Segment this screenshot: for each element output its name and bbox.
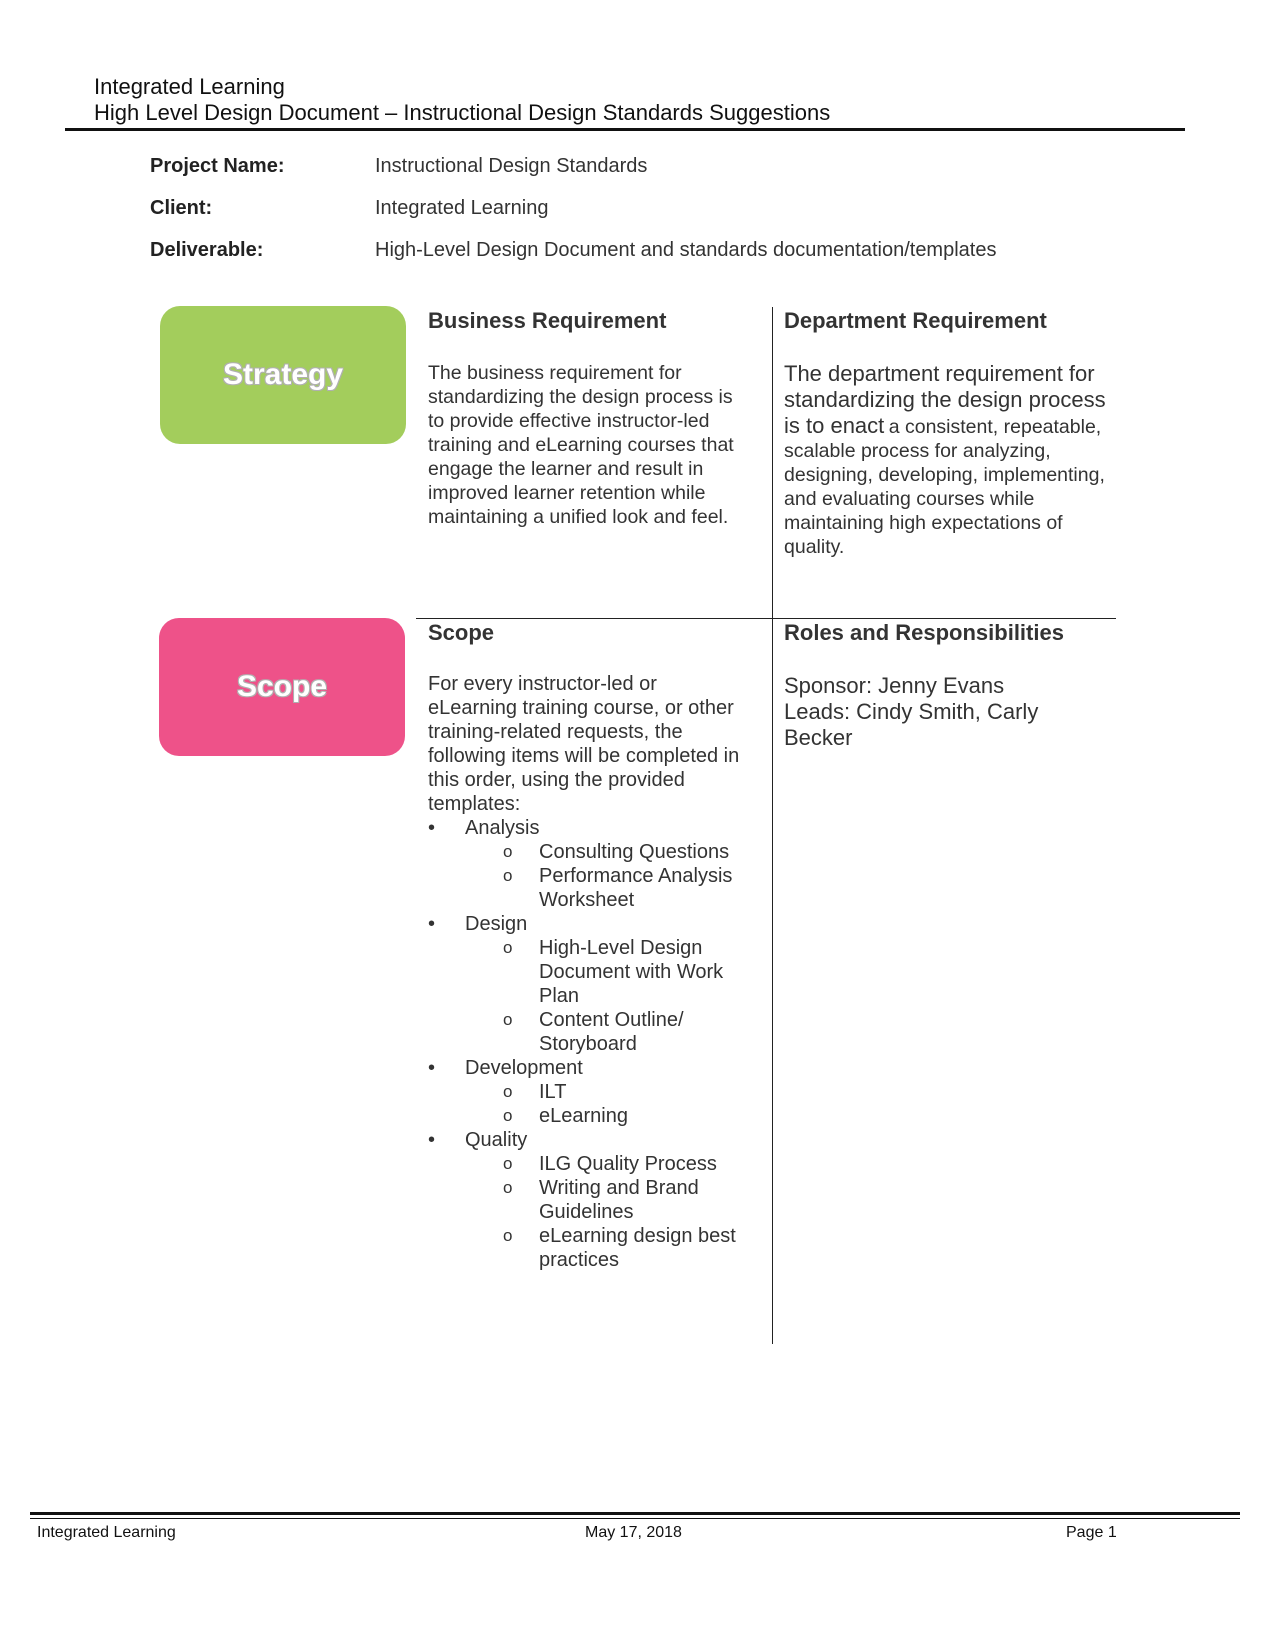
- business-requirement-text: The business requirement for standardizing the design process is to provide effective instructor-led training and eLearning courses that engage the learner and result in improved learner retention while maintaining a unified look and feel.: [428, 362, 734, 528]
- column-divider: [772, 307, 773, 1344]
- scope-box: Scope: [159, 618, 405, 756]
- footer-date: May 17, 2018: [585, 1524, 682, 1541]
- deliverable-value: High-Level Design Document and standards documentation/templates: [375, 239, 997, 261]
- scope-subitem: o eLearning design best practices: [465, 1224, 739, 1272]
- project-name-label: Project Name:: [150, 155, 285, 177]
- footer-page-number: Page 1: [1066, 1524, 1117, 1541]
- scope-list: [428, 816, 768, 1272]
- scope-subitem: o eLearning: [465, 1104, 739, 1128]
- department-requirement-heading: Department Requirement: [784, 308, 1047, 333]
- scope-item-label: Development: [465, 1057, 583, 1079]
- roles-leads: Leads: Cindy Smith, Carly Becker: [784, 699, 1039, 750]
- strategy-box: Strategy: [160, 306, 406, 444]
- footer-org: Integrated Learning: [37, 1524, 176, 1541]
- scope-item-design: [428, 912, 768, 1056]
- client-value: Integrated Learning: [375, 197, 549, 219]
- scope-subitem: o ILG Quality Process: [465, 1152, 739, 1176]
- scope-subitem: o Performance Analysis Worksheet: [465, 864, 739, 912]
- client-label: Client:: [150, 197, 213, 219]
- scope-subitem: o Consulting Questions: [465, 840, 739, 864]
- document-title: High Level Design Document – Instructional Design Standards Suggestions: [94, 100, 831, 125]
- header-org: Integrated Learning: [94, 74, 285, 99]
- deliverable-label: Deliverable:: [150, 239, 264, 261]
- scope-item-label: Analysis: [465, 817, 540, 839]
- scope-subitem: o High-Level Design Document with Work Plan: [465, 936, 739, 1008]
- header-divider: [65, 128, 1185, 131]
- roles-heading: Roles and Responsibilities: [784, 620, 1064, 645]
- footer-rule-thin: [30, 1518, 1240, 1519]
- section-divider: [416, 618, 1116, 619]
- scope-item-label: Quality: [465, 1129, 528, 1151]
- scope-subitem: o ILT: [465, 1080, 739, 1104]
- scope-item-development: [428, 1056, 768, 1128]
- scope-intro: For every instructor-led or eLearning training course, or other training-related requests, the following items will be completed in this order, using the provided templates:: [428, 673, 740, 815]
- scope-heading: Scope: [428, 620, 495, 645]
- project-name-value: Instructional Design Standards: [375, 155, 648, 177]
- department-requirement-text: [784, 361, 1119, 559]
- business-requirement-heading: Business Requirement: [428, 308, 667, 333]
- department-text-lead: The department requirement for standardizing the design process is to enact: [784, 361, 1106, 438]
- footer-rule: [30, 1512, 1240, 1515]
- scope-item-quality: [428, 1128, 768, 1272]
- roles-sponsor: Sponsor: Jenny Evans: [784, 673, 1005, 698]
- scope-item-label: Design: [465, 913, 528, 935]
- scope-subitem: o Content Outline/ Storyboard: [465, 1008, 739, 1056]
- scope-subitem: o Writing and Brand Guidelines: [465, 1176, 739, 1224]
- department-text-rest: a consistent, repeatable, scalable process for analyzing, designing, developing, implementing, and evaluating courses while maintaining high expectations of quality.: [784, 416, 1105, 558]
- scope-item-analysis: [428, 816, 768, 912]
